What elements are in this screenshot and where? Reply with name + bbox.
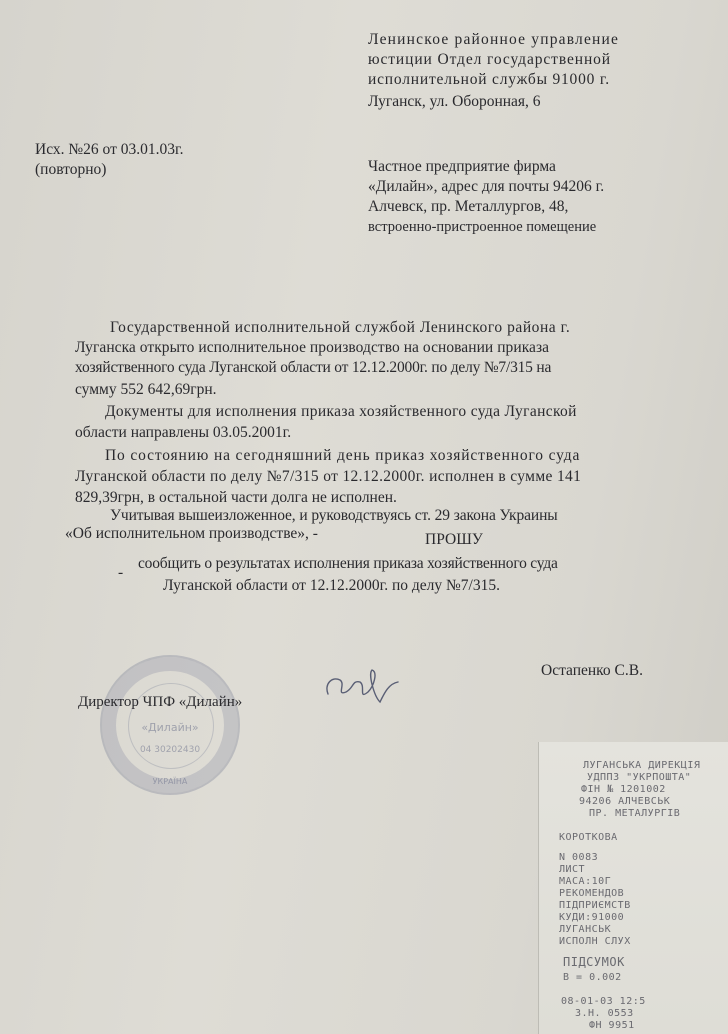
signatory-name: Остапенко С.В. [541,662,643,679]
handwritten-signature [318,662,408,712]
addressee-line: Луганск, ул. Оборонная, 6 [368,93,541,110]
receipt-line: В = 0.002 [563,972,622,983]
receipt-line: ФН 9951 [589,1020,635,1031]
receipt-line: 08-01-03 12:5 [561,996,646,1007]
outgoing-note: (повторно) [35,161,107,178]
receipt-line: КОРОТКОВА [559,832,618,843]
request-line: Луганской области от 12.12.2000г. по делу №7/315. [163,577,500,594]
receipt-line: КУДИ:91000 [559,912,625,923]
sender-line: «Дилайн», адрес для почты 94206 г. [368,178,605,195]
receipt-line: ИСПОЛН СЛУХ [559,936,631,947]
paragraph-3-line: Луганской области по делу №7/315 от 12.12.2000г. исполнен в сумме 141 [75,468,582,485]
outgoing-ref: Исх. №26 от 03.01.03г. [35,141,184,158]
request-line: сообщить о результатах исполнения приказа хозяйственного суда [138,555,558,572]
paragraph-4-line: «Об исполнительном производстве», - [65,525,318,542]
paragraph-2-line: Документы для исполнения приказа хозяйственного суда Луганской [105,403,577,420]
sender-line: Частное предприятие фирма [368,158,556,175]
paragraph-2-line: области направлены 03.05.2001г. [75,424,292,441]
receipt-line: ПІДПРИЄМСТВ [559,900,631,911]
addressee-line: исполнительной службы 91000 г. [368,71,610,88]
paragraph-1-line: сумму 552 642,69грн. [75,381,217,398]
paragraph-1-line: Луганска открыто исполнительное производство на основании приказа [75,339,550,356]
sender-line: Алчевск, пр. Металлургов, 48, [368,198,569,215]
addressee-line: юстиции Отдел государственной [368,51,611,68]
paragraph-1-line: хозяйственного суда Луганской области от 12.12.2000г. по делу №7/315 на [75,359,552,376]
receipt-line: РЕКОМЕНДОВ [559,888,625,899]
stamp-text: «Дилайн» [141,721,199,734]
receipt-line: N 0083 [559,852,599,863]
receipt-line: МАСА:10Г [559,876,612,887]
paragraph-1-line: Государственной исполнительной службой Ленинского района г. [110,319,571,336]
receipt-line: ЛУГАНСЬК [559,924,612,935]
receipt-line: З.Н. 0553 [575,1008,634,1019]
sender-line: встроенно-пристроенное помещение [368,219,597,235]
official-stamp [100,655,240,795]
receipt-line: ЛИСТ [559,864,586,875]
stamp-text: 04 30202430 [139,745,201,755]
paragraph-3-line: 829,39грн, в остальной части долга не исполнен. [75,489,397,506]
receipt-line: УДППЗ "УКРПОШТА" [587,772,692,783]
postal-receipt [538,742,728,1034]
paragraph-4-line: Учитывая вышеизложенное, и руководствуясь ст. 29 закона Украины [110,507,558,524]
request-dash: - [118,564,124,581]
receipt-line: ПІДСУМОК [563,955,625,969]
signatory-position: Директор ЧПФ «Дилайн» [78,694,243,710]
receipt-line: 94206 АЛЧЕВСЬК [579,796,671,807]
stamp-text: УКРАЇНА [152,777,188,786]
paragraph-3-line: По состоянию на сегодняшний день приказ хозяйственного суда [105,447,581,464]
receipt-line: ПР. МЕТАЛУРГІВ [589,808,681,819]
addressee-line: Ленинское районное управление [368,31,620,48]
request-heading: ПРОШУ [425,531,483,548]
receipt-line: ФІН № 1201002 [581,784,666,795]
receipt-line: ЛУГАНСЬКА ДИРЕКЦІЯ [583,760,701,771]
